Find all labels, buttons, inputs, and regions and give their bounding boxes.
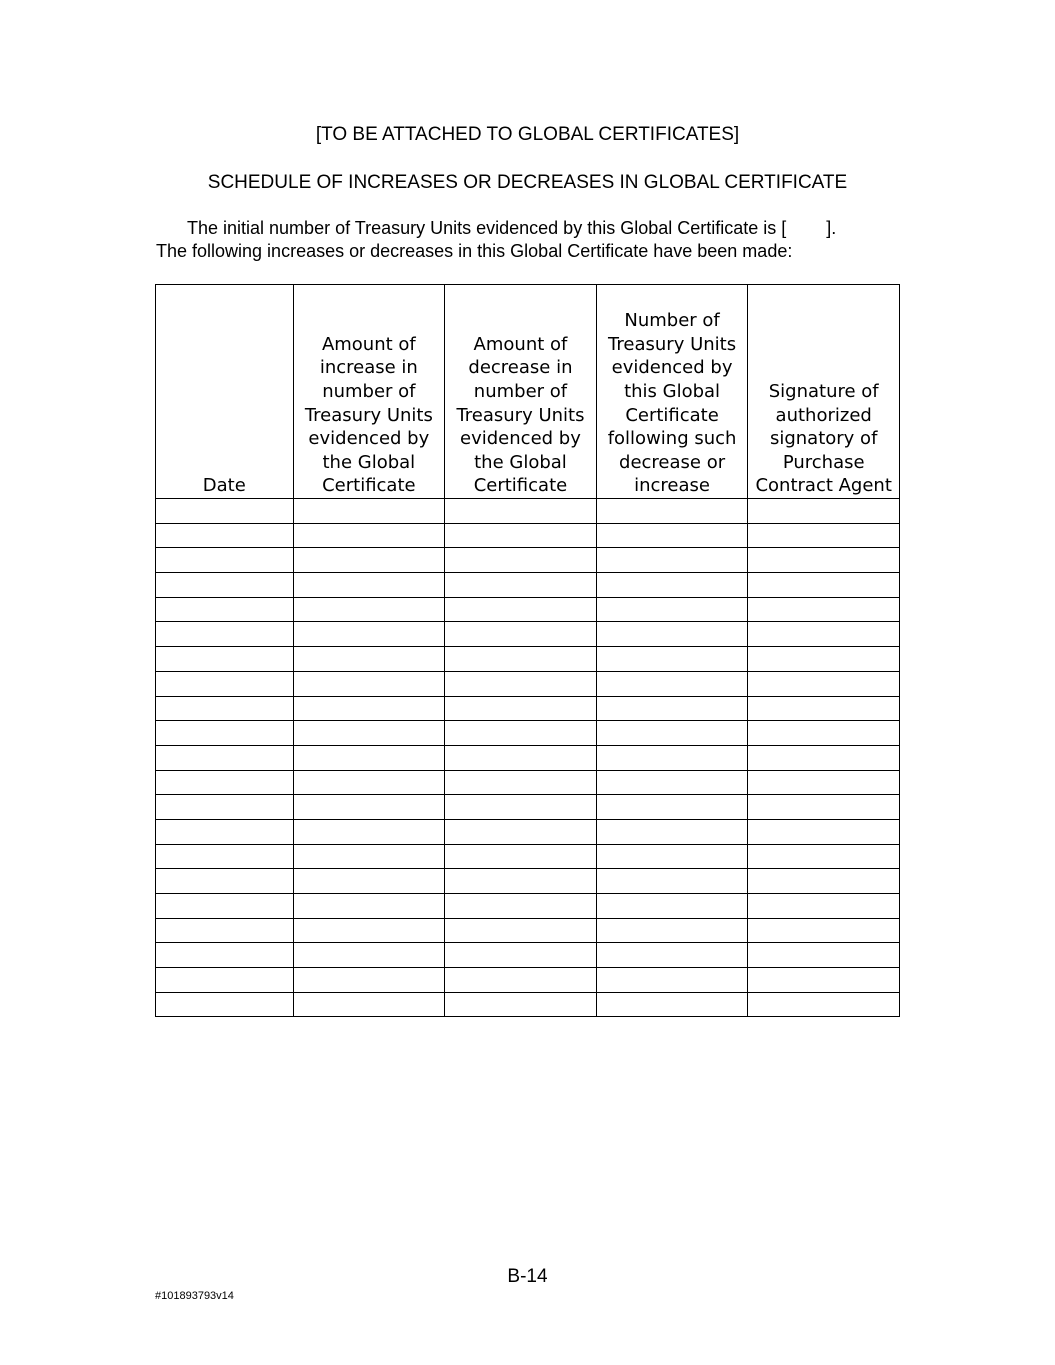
table-cell[interactable] bbox=[156, 597, 294, 622]
table-cell[interactable] bbox=[596, 671, 748, 696]
table-cell[interactable] bbox=[445, 894, 597, 919]
table-cell[interactable] bbox=[445, 647, 597, 672]
table-cell[interactable] bbox=[748, 499, 900, 524]
table-cell[interactable] bbox=[293, 992, 445, 1017]
table-cell[interactable] bbox=[156, 943, 294, 968]
table-row bbox=[156, 992, 900, 1017]
table-cell[interactable] bbox=[156, 499, 294, 524]
table-cell[interactable] bbox=[748, 894, 900, 919]
table-cell[interactable] bbox=[596, 992, 748, 1017]
table-row bbox=[156, 671, 900, 696]
table-cell[interactable] bbox=[748, 943, 900, 968]
table-cell[interactable] bbox=[445, 671, 597, 696]
table-cell[interactable] bbox=[748, 918, 900, 943]
attachment-note: [TO BE ATTACHED TO GLOBAL CERTIFICATES] bbox=[315, 124, 740, 145]
table-cell[interactable] bbox=[748, 869, 900, 894]
table-cell[interactable] bbox=[156, 622, 294, 647]
table-cell[interactable] bbox=[748, 696, 900, 721]
table-cell[interactable] bbox=[445, 943, 597, 968]
table-cell[interactable] bbox=[596, 721, 748, 746]
column-header-resulting-units: Number of Treasury Units evidenced by this Global Certificate following such decrease or increase bbox=[596, 285, 748, 499]
table-cell[interactable] bbox=[596, 819, 748, 844]
table-cell[interactable] bbox=[293, 795, 445, 820]
table-cell[interactable] bbox=[596, 499, 748, 524]
table-cell[interactable] bbox=[156, 869, 294, 894]
table-cell[interactable] bbox=[293, 499, 445, 524]
table-cell[interactable] bbox=[156, 745, 294, 770]
table-cell[interactable] bbox=[156, 968, 294, 993]
table-cell[interactable] bbox=[596, 622, 748, 647]
table-cell[interactable] bbox=[748, 622, 900, 647]
table-cell[interactable] bbox=[596, 548, 748, 573]
table-cell[interactable] bbox=[596, 918, 748, 943]
table-cell[interactable] bbox=[156, 721, 294, 746]
table-cell[interactable] bbox=[445, 523, 597, 548]
column-header-signature: Signature of authorized signatory of Purchase Contract Agent bbox=[748, 285, 900, 499]
table-cell[interactable] bbox=[156, 819, 294, 844]
table-cell[interactable] bbox=[156, 671, 294, 696]
table-cell[interactable] bbox=[445, 548, 597, 573]
table-cell[interactable] bbox=[293, 548, 445, 573]
table-row bbox=[156, 943, 900, 968]
table-cell[interactable] bbox=[748, 844, 900, 869]
table-cell[interactable] bbox=[748, 745, 900, 770]
page-number: B-14 bbox=[507, 1266, 548, 1287]
table-cell[interactable] bbox=[156, 696, 294, 721]
table-row bbox=[156, 795, 900, 820]
table-cell[interactable] bbox=[293, 968, 445, 993]
table-cell[interactable] bbox=[293, 696, 445, 721]
table-cell[interactable] bbox=[293, 943, 445, 968]
table-cell[interactable] bbox=[156, 894, 294, 919]
table-cell[interactable] bbox=[748, 548, 900, 573]
intro-line-2: The following increases or decreases in this Global Certificate have been made: bbox=[156, 241, 793, 261]
table-cell[interactable] bbox=[156, 523, 294, 548]
document-id: #101893793v14 bbox=[155, 1290, 234, 1302]
table-row bbox=[156, 622, 900, 647]
table-cell[interactable] bbox=[748, 523, 900, 548]
table-cell[interactable] bbox=[596, 573, 748, 598]
table-cell[interactable] bbox=[596, 770, 748, 795]
header-row bbox=[156, 285, 900, 499]
table-cell[interactable] bbox=[748, 597, 900, 622]
table-row bbox=[156, 745, 900, 770]
table-cell[interactable] bbox=[445, 499, 597, 524]
table-cell[interactable] bbox=[748, 819, 900, 844]
table-cell[interactable] bbox=[748, 647, 900, 672]
table-cell[interactable] bbox=[445, 795, 597, 820]
table-cell[interactable] bbox=[596, 844, 748, 869]
table-cell[interactable] bbox=[293, 918, 445, 943]
table-cell[interactable] bbox=[156, 573, 294, 598]
table-row bbox=[156, 844, 900, 869]
table-row bbox=[156, 894, 900, 919]
table-cell[interactable] bbox=[293, 844, 445, 869]
table-cell[interactable] bbox=[445, 745, 597, 770]
table-cell[interactable] bbox=[293, 523, 445, 548]
table-cell[interactable] bbox=[156, 918, 294, 943]
table-cell[interactable] bbox=[445, 622, 597, 647]
table-row bbox=[156, 573, 900, 598]
table-cell[interactable] bbox=[445, 770, 597, 795]
table-cell[interactable] bbox=[748, 770, 900, 795]
table-cell[interactable] bbox=[445, 721, 597, 746]
table-row bbox=[156, 918, 900, 943]
table-cell[interactable] bbox=[293, 647, 445, 672]
table-cell[interactable] bbox=[156, 795, 294, 820]
table-cell[interactable] bbox=[748, 671, 900, 696]
column-header-increase: Amount of increase in number of Treasury Units evidenced by the Global Certificate bbox=[293, 285, 445, 499]
table-cell[interactable] bbox=[156, 844, 294, 869]
table-cell[interactable] bbox=[445, 573, 597, 598]
column-header-date: Date bbox=[156, 285, 294, 499]
table-row bbox=[156, 647, 900, 672]
table-cell[interactable] bbox=[293, 597, 445, 622]
table-row bbox=[156, 869, 900, 894]
table-cell[interactable] bbox=[596, 968, 748, 993]
table-cell[interactable] bbox=[596, 597, 748, 622]
intro-line-1-end: ]. bbox=[826, 218, 837, 238]
table-cell[interactable] bbox=[596, 943, 748, 968]
table-cell[interactable] bbox=[445, 918, 597, 943]
schedule-body bbox=[156, 499, 900, 1017]
table-cell[interactable] bbox=[293, 573, 445, 598]
table-cell[interactable] bbox=[293, 721, 445, 746]
table-cell[interactable] bbox=[293, 819, 445, 844]
table-cell[interactable] bbox=[596, 696, 748, 721]
table-row bbox=[156, 770, 900, 795]
table-cell[interactable] bbox=[156, 992, 294, 1017]
table-cell[interactable] bbox=[596, 523, 748, 548]
table-cell[interactable] bbox=[445, 597, 597, 622]
table-cell[interactable] bbox=[293, 622, 445, 647]
table-row bbox=[156, 721, 900, 746]
table-cell[interactable] bbox=[748, 968, 900, 993]
table-cell[interactable] bbox=[156, 548, 294, 573]
table-cell[interactable] bbox=[748, 795, 900, 820]
table-cell[interactable] bbox=[596, 869, 748, 894]
intro-line-1 bbox=[156, 217, 901, 240]
table-row bbox=[156, 499, 900, 524]
table-cell[interactable] bbox=[293, 894, 445, 919]
table-cell[interactable] bbox=[748, 573, 900, 598]
intro-line-1-text: The initial number of Treasury Units evidenced by this Global Certificate is [ bbox=[187, 218, 787, 238]
table-cell[interactable] bbox=[293, 671, 445, 696]
table-row bbox=[156, 597, 900, 622]
table-cell[interactable] bbox=[293, 770, 445, 795]
table-row bbox=[156, 819, 900, 844]
table-cell[interactable] bbox=[748, 992, 900, 1017]
table-cell[interactable] bbox=[596, 745, 748, 770]
table-cell[interactable] bbox=[445, 696, 597, 721]
table-cell[interactable] bbox=[445, 844, 597, 869]
table-cell[interactable] bbox=[596, 894, 748, 919]
table-cell[interactable] bbox=[445, 968, 597, 993]
table-cell[interactable] bbox=[156, 647, 294, 672]
table-cell[interactable] bbox=[445, 992, 597, 1017]
column-header-decrease: Amount of decrease in number of Treasury Units evidenced by the Global Certificate bbox=[445, 285, 597, 499]
table-cell[interactable] bbox=[596, 795, 748, 820]
table-cell[interactable] bbox=[156, 770, 294, 795]
schedule-table bbox=[155, 284, 900, 1017]
table-row bbox=[156, 548, 900, 573]
table-cell[interactable] bbox=[445, 819, 597, 844]
table-cell[interactable] bbox=[748, 721, 900, 746]
table-row bbox=[156, 968, 900, 993]
table-cell[interactable] bbox=[293, 869, 445, 894]
table-row bbox=[156, 523, 900, 548]
table-row bbox=[156, 696, 900, 721]
table-cell[interactable] bbox=[596, 647, 748, 672]
table-cell[interactable] bbox=[293, 745, 445, 770]
schedule-title: SCHEDULE OF INCREASES OR DECREASES IN GLOBAL CERTIFICATE bbox=[207, 172, 848, 193]
table-cell[interactable] bbox=[445, 869, 597, 894]
